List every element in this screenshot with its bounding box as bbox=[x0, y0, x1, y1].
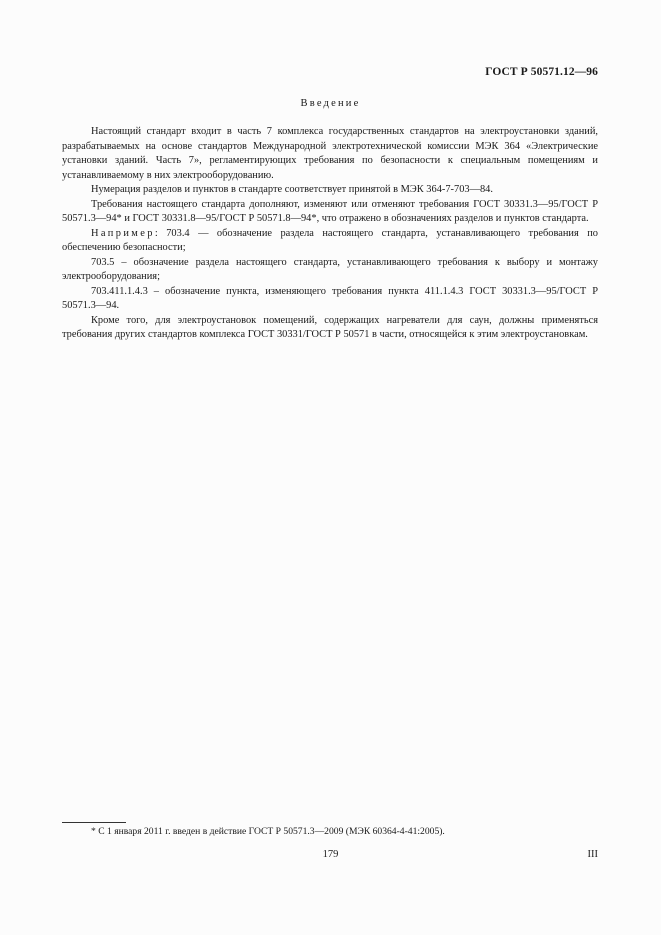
document-code-header: ГОСТ Р 50571.12—96 bbox=[485, 66, 598, 78]
paragraph-requirements: Требования настоящего стандарта дополняют, изменяют или отменяют требования ГОСТ 30331.3—95/ГОСТ Р 50571.3—94* и ГОСТ 30331.8—95/ГОСТ Р 50571.8—94*, что отражено в обозначениях разделов и пунктов стандарта. bbox=[62, 198, 598, 224]
paragraph-item-703-411: 703.411.1.4.3 – обозначение пункта, изменяющего требования пункта 411.1.4.3 ГОСТ 30331.3—95/ГОСТ Р 50571.3—94. bbox=[62, 285, 598, 311]
example-lead: Например bbox=[91, 227, 155, 239]
roman-page-number: III bbox=[587, 849, 598, 860]
section-title: Введение bbox=[300, 98, 361, 109]
footnote: * С 1 января 2011 г. введен в действие ГОСТ Р 50571.3—2009 (МЭК 60364-4-41:2005). bbox=[91, 826, 445, 837]
paragraph-section-703-5: 703.5 – обозначение раздела настоящего стандарта, устанавливающего требования к выбору и монтажу электрооборудования; bbox=[62, 256, 598, 282]
example-text: : 703.4 — обозначение раздела настоящего стандарта, устанавливающего требования по обеспечению безопасности; bbox=[62, 227, 598, 253]
paragraph-intro: Настоящий стандарт входит в часть 7 комплекса государственных стандартов на электроустановки зданий, разрабатываемых на основе стандартов Международной электротехнической комиссии МЭК 364 «Электрические установки зданий. Часть 7», регламентирующих требования по безопасности к специальным помещениям и устанавливаемому в них электрооборудованию. bbox=[62, 126, 598, 181]
paragraph-numbering: Нумерация разделов и пунктов в стандарте соответствует принятой в МЭК 364-7-703—84. bbox=[91, 184, 493, 195]
page-number: 179 bbox=[322, 849, 339, 860]
paragraph-example bbox=[62, 227, 598, 256]
paragraph-sauna-heaters: Кроме того, для электроустановок помещений, содержащих нагреватели для саун, должны применяться требования других стандартов комплекса ГОСТ 30331/ГОСТ Р 50571 в части, относящейся к этим электроустановкам. bbox=[62, 314, 598, 340]
footnote-divider bbox=[62, 822, 126, 823]
body-text bbox=[62, 125, 598, 343]
